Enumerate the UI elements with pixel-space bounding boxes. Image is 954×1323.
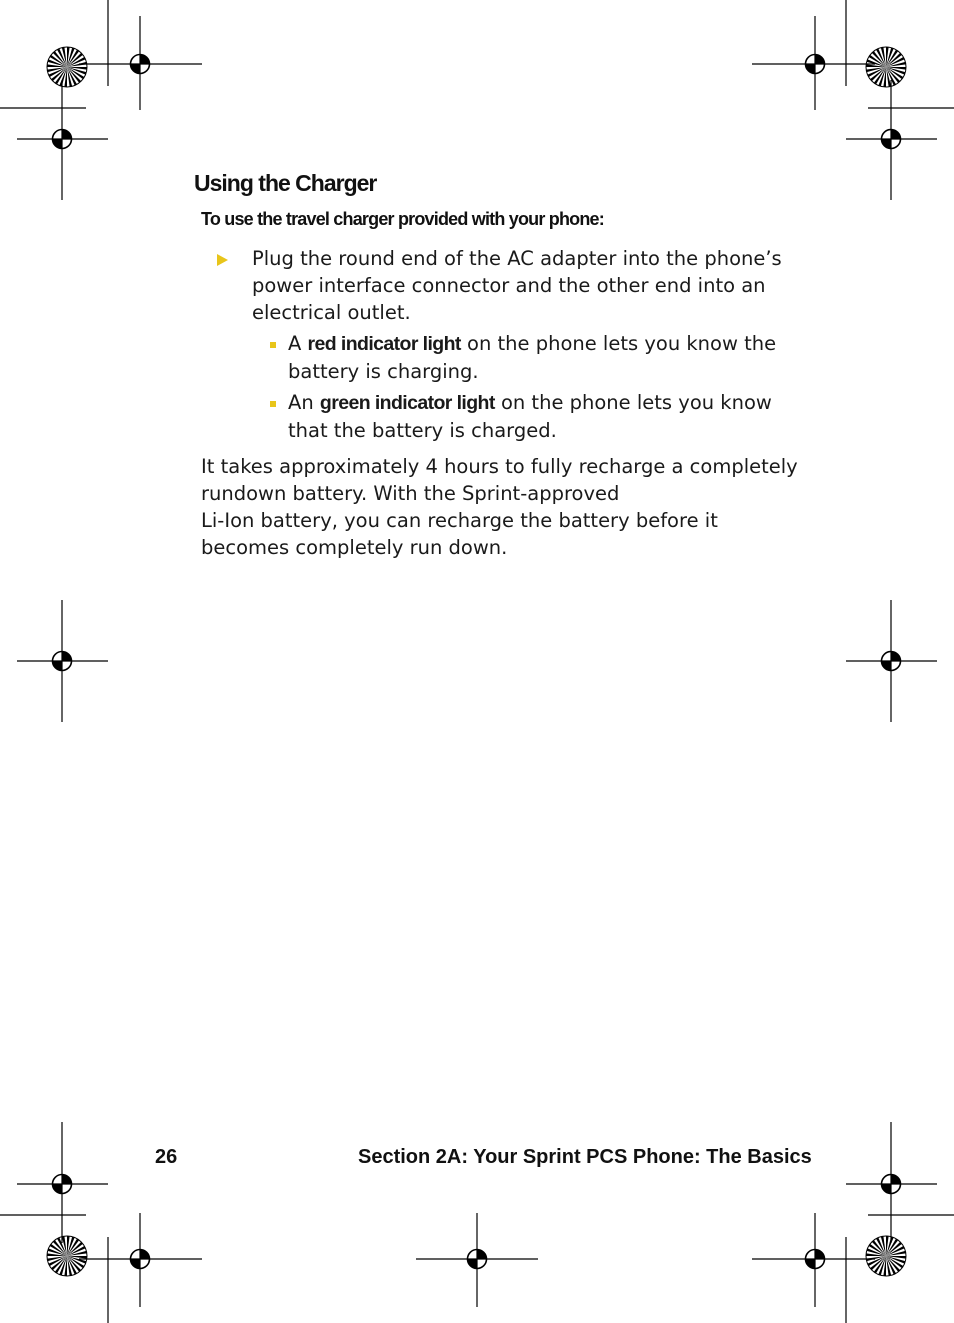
square-bullet-icon [270,401,276,407]
procedure-intro: To use the travel charger provided with your phone: [201,209,604,229]
footer-section-title: Section 2A: Your Sprint PCS Phone: The Basics [358,1146,812,1168]
page-number: 26 [155,1146,178,1168]
star-target-icon [47,1236,87,1276]
paragraph-line-2: Li-Ion battery, you can recharge the battery before it becomes completely run down. [201,509,718,559]
sub-item-red-light: A red indicator light on the phone lets you know the battery is charging. [288,332,777,383]
star-target-icon [866,47,906,87]
sub-item-green-light: An green indicator light on the phone lets you know that the battery is charged. [288,391,772,442]
star-target-icon [47,47,87,87]
charging-time-paragraph [201,453,801,561]
star-target-icon [866,1236,906,1276]
section-heading: Using the Charger [194,170,377,196]
step-text: Plug the round end of the AC adapter into the phone’s power interface connector and the other end into an electrical outlet. [252,247,782,324]
step-arrow-icon [217,254,228,266]
square-bullet-icon [270,342,276,348]
paragraph-line-1: It takes approximately 4 hours to fully recharge a completely rundown battery. With the Sprint-approved [201,455,798,505]
